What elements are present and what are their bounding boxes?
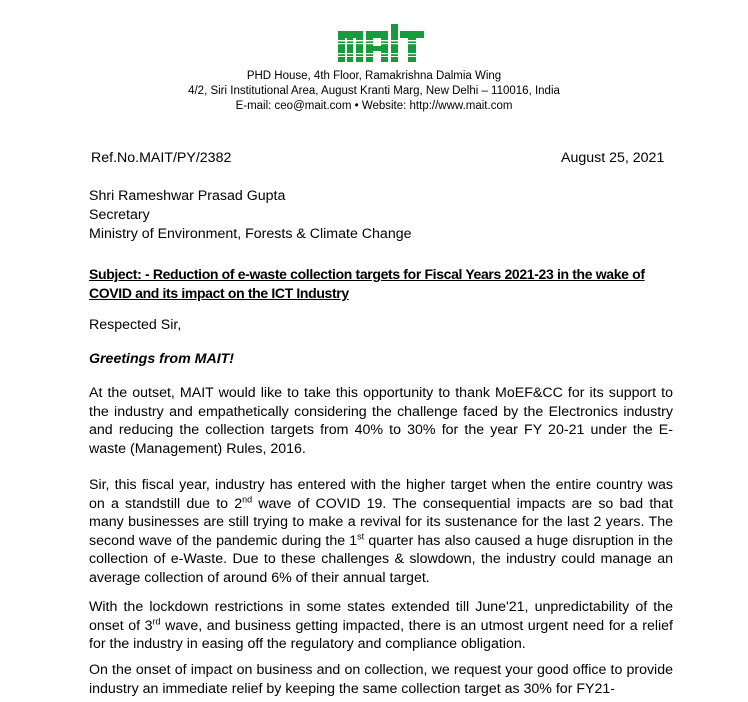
text-run: Sir, this fiscal year, industry has entered with the higher target when the entire country was on a standstill due to 2: [89, 477, 673, 512]
salutation: Respected Sir,: [89, 317, 182, 333]
superscript: rd: [152, 615, 161, 626]
paragraph: [89, 598, 673, 654]
text-run: wave, and business getting impacted, there is an utmost urgent need for a relief for the industry in easing off the regulatory and compliance obligation.: [89, 617, 673, 653]
letter-date: August 25, 2021: [561, 150, 665, 166]
greeting: Greetings from MAIT!: [89, 351, 235, 367]
text-run: With the lockdown restrictions in some states extended till June'21, unpredictability of the onset of 3: [89, 599, 673, 634]
mait-logo: [338, 22, 424, 62]
recipient-title: Secretary: [89, 207, 150, 223]
paragraph: On the onset of impact on business and on collection, we request your good office to provide industry an immediate relief by keeping the same collection target as 30% for FY21-: [89, 662, 673, 697]
address-line: PHD House, 4th Floor, Ramakrishna Dalmia Wing: [246, 70, 502, 82]
text-run: quarter has also caused a huge disruption in the collection of e-Waste. Due to these challenges & slowdown, the industry could manage an average collection of around 6% of their annual target.: [89, 532, 673, 586]
superscript: st: [357, 531, 365, 542]
paragraph: [89, 476, 673, 588]
address-line: 4/2, Siri Institutional Area, August Kranti Marg, New Delhi – 110016, India: [188, 85, 560, 97]
paragraph: At the outset, MAIT would like to take this opportunity to thank MoEF&CC for its support to the industry and empathetically considering the challenge faced by the Electronics industry and reducing the collection targets from 40% to 30% for the year FY 20-21 under the E-waste (Management) Rules, 2016.: [89, 385, 673, 457]
reference-number: Ref.No.MAIT/PY/2382: [91, 150, 232, 166]
subject-line: Subject: - Reduction of e-waste collection targets for Fiscal Years 2021-23 in the wake of COVID and its impact on the ICT Industry: [89, 266, 645, 301]
text-run: wave of COVID 19. The consequential impacts are so bad that many businesses are still trying to make a revival for its sustenance for the last 2 years. The second wave of the pandemic during the 1: [89, 495, 673, 549]
contact-line: E-mail: ceo@mait.com • Website: http://www.mait.com: [235, 100, 513, 112]
recipient-name: Shri Rameshwar Prasad Gupta: [89, 188, 286, 204]
superscript: nd: [242, 493, 253, 504]
recipient-organization: Ministry of Environment, Forests & Climate Change: [89, 226, 412, 242]
